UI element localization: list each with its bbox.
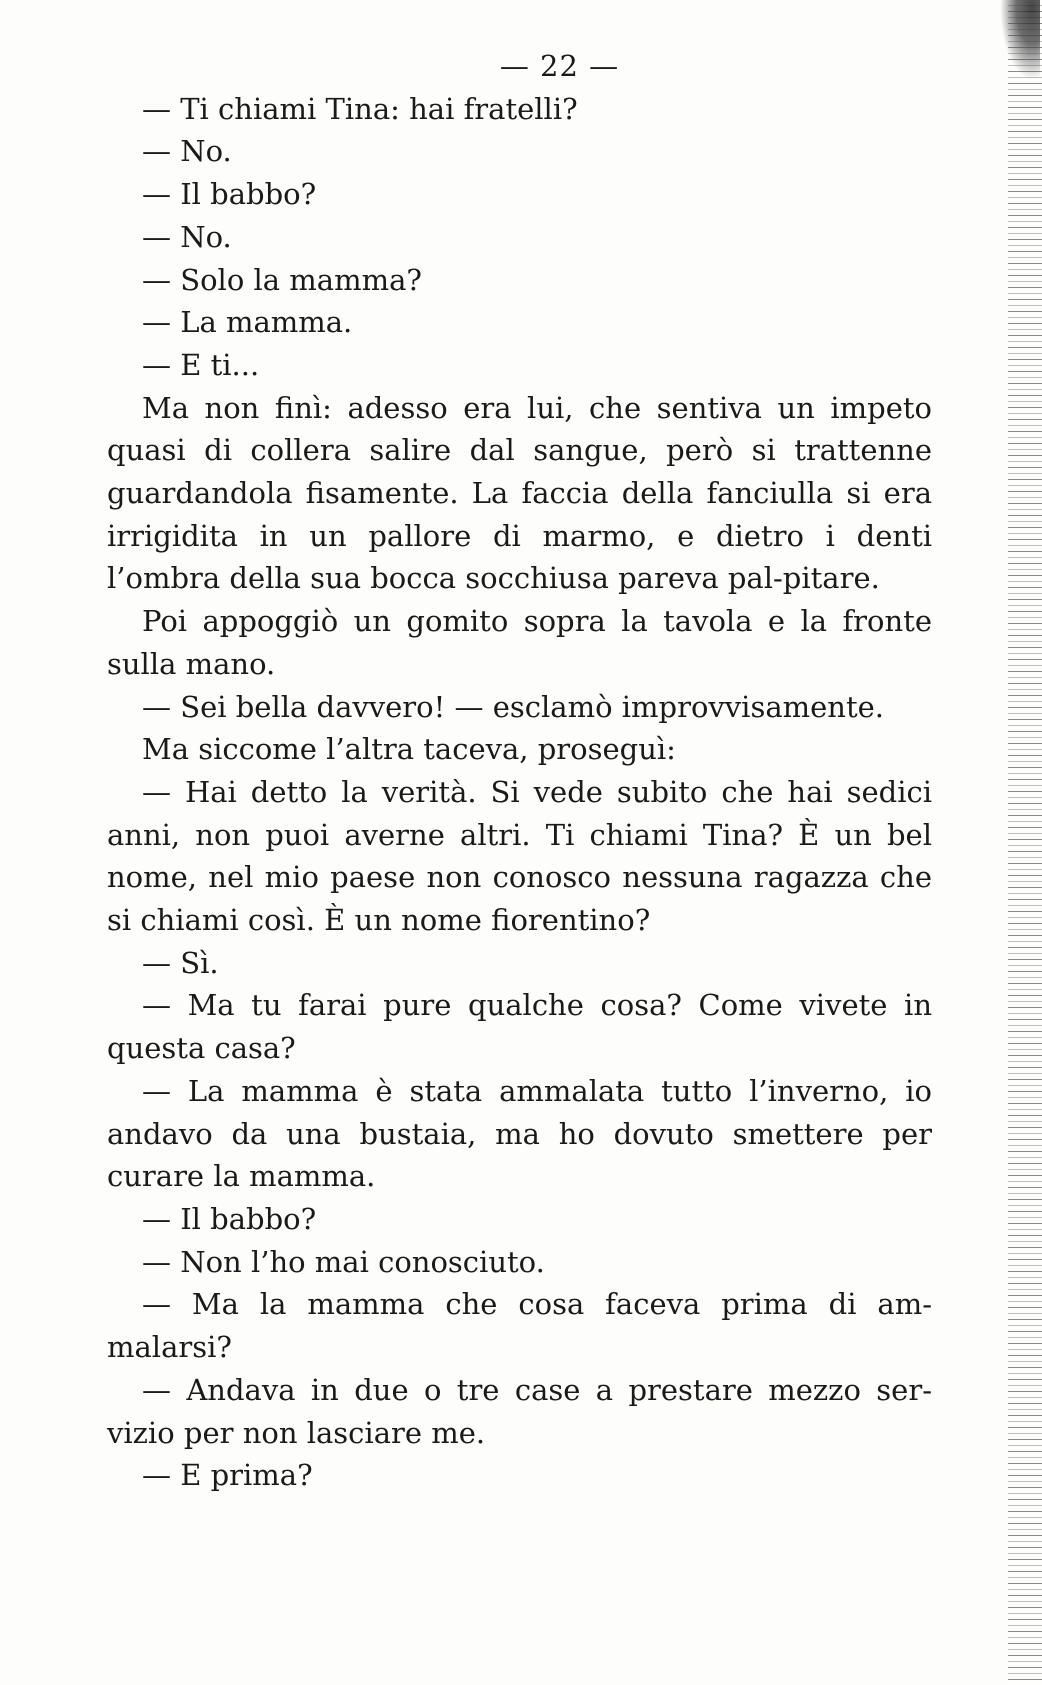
paragraph-4: — No. <box>142 219 232 254</box>
paragraph-18: — Ma la mamma che cosa faceva prima di am-malarsi? <box>107 1287 932 1365</box>
paragraph-2: — No. <box>142 134 232 169</box>
page-text <box>107 45 932 1497</box>
paragraph-7: — E ti... <box>142 347 260 382</box>
paragraph-12: — Hai detto la verità. Si vede subito che hai sedici anni, non puoi averne altri. Ti chiami Tina? È un bel nome, nel mio paese non conosco nessuna ragazza che si chiami così. È un nome fiorentino? <box>107 774 932 938</box>
paragraph-16: — Il babbo? <box>142 1201 317 1236</box>
paragraph-3: — Il babbo? <box>142 177 317 212</box>
page-edge <box>1008 0 1042 1685</box>
paragraph-15: — La mamma è stata ammalata tutto l’inverno, io andavo da una bustaia, ma ho dovuto smettere per curare la mamma. <box>107 1073 932 1194</box>
paragraph-19: — Andava in due o tre case a prestare mezzo ser-vizio per non lasciare me. <box>107 1372 932 1450</box>
paragraph-13: — Sì. <box>142 945 219 980</box>
paragraph-5: — Solo la mamma? <box>142 262 422 297</box>
paragraph-1: — Ti chiami Tina: hai fratelli? <box>142 91 578 126</box>
paragraph-9: Poi appoggiò un gomito sopra la tavola e la fronte sulla mano. <box>107 604 932 681</box>
paragraph-8: Ma non finì: adesso era lui, che sentiva un impeto quasi di collera salire dal sangue, però si trattenne guardandola fisamente. La faccia della fanciulla si era irrigidita in un pallore di marmo, e dietro i denti l’ombra della sua bocca socchiusa pareva pal-pitare. <box>107 390 932 596</box>
page-edge-stain <box>1000 0 1040 80</box>
page-number: — 22 — <box>499 49 620 83</box>
paragraph-11: Ma siccome l’altra taceva, proseguì: <box>142 732 676 767</box>
paragraph-10: — Sei bella davvero! — esclamò improvvisamente. <box>142 689 884 724</box>
paragraph-20: — E prima? <box>142 1458 313 1493</box>
paragraph-17: — Non l’ho mai conosciuto. <box>142 1244 545 1279</box>
paragraph-6: — La mamma. <box>142 305 353 340</box>
paragraph-14: — Ma tu farai pure qualche cosa? Come vivete in questa casa? <box>107 988 932 1066</box>
